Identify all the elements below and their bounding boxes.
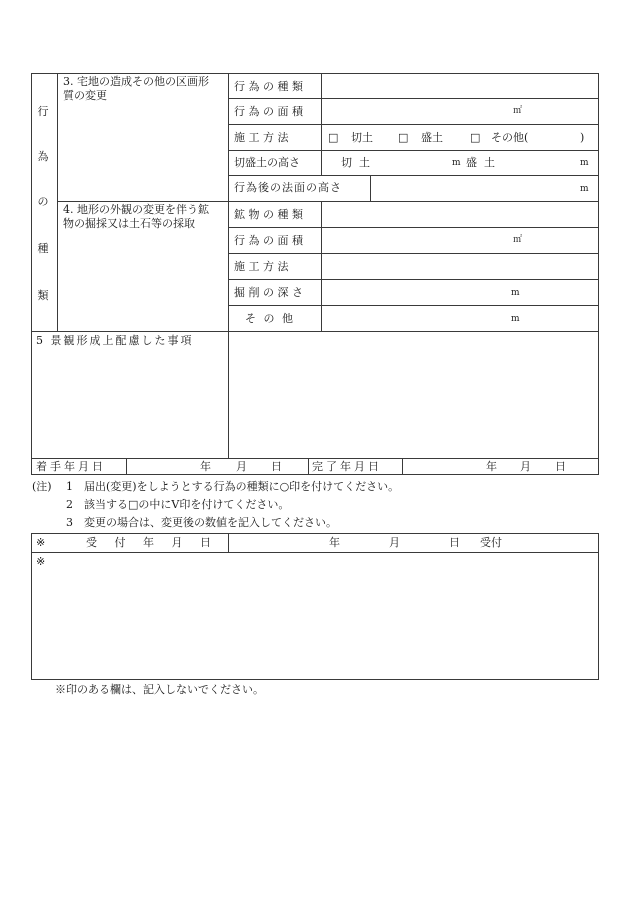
note-number: 3 — [66, 516, 73, 529]
section5-input-area[interactable] — [229, 332, 598, 458]
other-checkbox[interactable]: □ — [470, 131, 481, 144]
end-date-label: 完了年月日 — [312, 460, 382, 473]
reception-mark: ※ — [36, 536, 46, 549]
note-number: 1 — [66, 480, 73, 493]
reception-month: 月 — [389, 536, 400, 549]
end-month-label: 月 — [520, 460, 531, 473]
start-date-label: 着手年月日 — [36, 460, 106, 473]
cut-option-label: 切土 — [351, 131, 373, 144]
vertical-label-char: 類 — [37, 289, 49, 302]
height-cut-label: 切 土 — [341, 156, 370, 169]
notes-prefix: (注) — [32, 480, 52, 493]
area-unit: ㎡ — [513, 106, 523, 116]
method-label: 施 工 方 法 — [234, 131, 289, 144]
depth-unit: m — [511, 288, 520, 298]
reception-notes-mark: ※ — [36, 555, 46, 568]
start-month-label: 月 — [236, 460, 247, 473]
note-text: 該当する□の中にV印を付けてください。 — [84, 498, 290, 511]
vertical-label-char: の — [37, 195, 49, 208]
reception-notes-area — [32, 553, 598, 679]
start-day-label: 日 — [271, 460, 282, 473]
section4-area-label: 行 為 の 面 積 — [234, 234, 303, 247]
other-option-label: その他( — [491, 131, 529, 144]
note-text: 変更の場合は、変更後の数値を記入してください。 — [84, 516, 337, 529]
section4-method-label: 施 工 方 法 — [234, 260, 289, 273]
depth-label: 掘 削 の 深 さ — [234, 286, 303, 299]
reception-day: 日 — [449, 536, 460, 549]
mineral-type-label: 鉱 物 の 種 類 — [234, 208, 303, 221]
section3-title-line1: 3. 宅地の造成その他の区画形 — [63, 75, 209, 88]
note-number: 2 — [66, 498, 73, 511]
section4-other-label: そ の 他 — [245, 312, 295, 325]
section4-title-line2: 物の掘採又は土石等の採取 — [63, 217, 195, 230]
fill-option-label: 盛土 — [421, 131, 443, 144]
type-label: 行 為 の 種 類 — [234, 80, 303, 93]
section4-other-unit: m — [511, 314, 520, 324]
end-year-label: 年 — [486, 460, 497, 473]
vertical-label-char: 為 — [37, 150, 49, 163]
reception-received: 受付 — [480, 536, 502, 549]
height-fill-label: 盛 土 — [466, 156, 495, 169]
vertical-label-char: 行 — [37, 105, 49, 118]
cut-checkbox[interactable]: □ — [328, 131, 339, 144]
height-label: 切盛土の高さ — [234, 156, 300, 169]
section3-title-line2: 質の変更 — [63, 89, 107, 102]
fill-checkbox[interactable]: □ — [398, 131, 409, 144]
note-text: 届出(変更)をしようとする行為の種類に○印を付けてください。 — [84, 480, 400, 493]
reception-year: 年 — [329, 536, 340, 549]
other-option-close: ) — [580, 131, 585, 144]
start-year-label: 年 — [200, 460, 211, 473]
area-label: 行 為 の 面 積 — [234, 105, 303, 118]
section5-label: 5 景観形成上配慮した事項 — [36, 334, 194, 347]
slope-height-label: 行為後の法面の高さ — [234, 181, 342, 194]
section4-title-line1: 4. 地形の外観の変更を伴う鉱 — [63, 203, 209, 216]
vertical-label-char: 種 — [37, 242, 49, 255]
end-day-label: 日 — [555, 460, 566, 473]
height-fill-unit: m — [580, 158, 589, 168]
slope-height-unit: m — [580, 184, 589, 194]
height-cut-unit: m — [452, 158, 461, 168]
footer-note: ※印のある欄は、記入しないでください。 — [55, 683, 264, 696]
reception-date-label: 受 付 年 月 日 — [86, 536, 218, 549]
section4-area-unit: ㎡ — [513, 235, 523, 245]
